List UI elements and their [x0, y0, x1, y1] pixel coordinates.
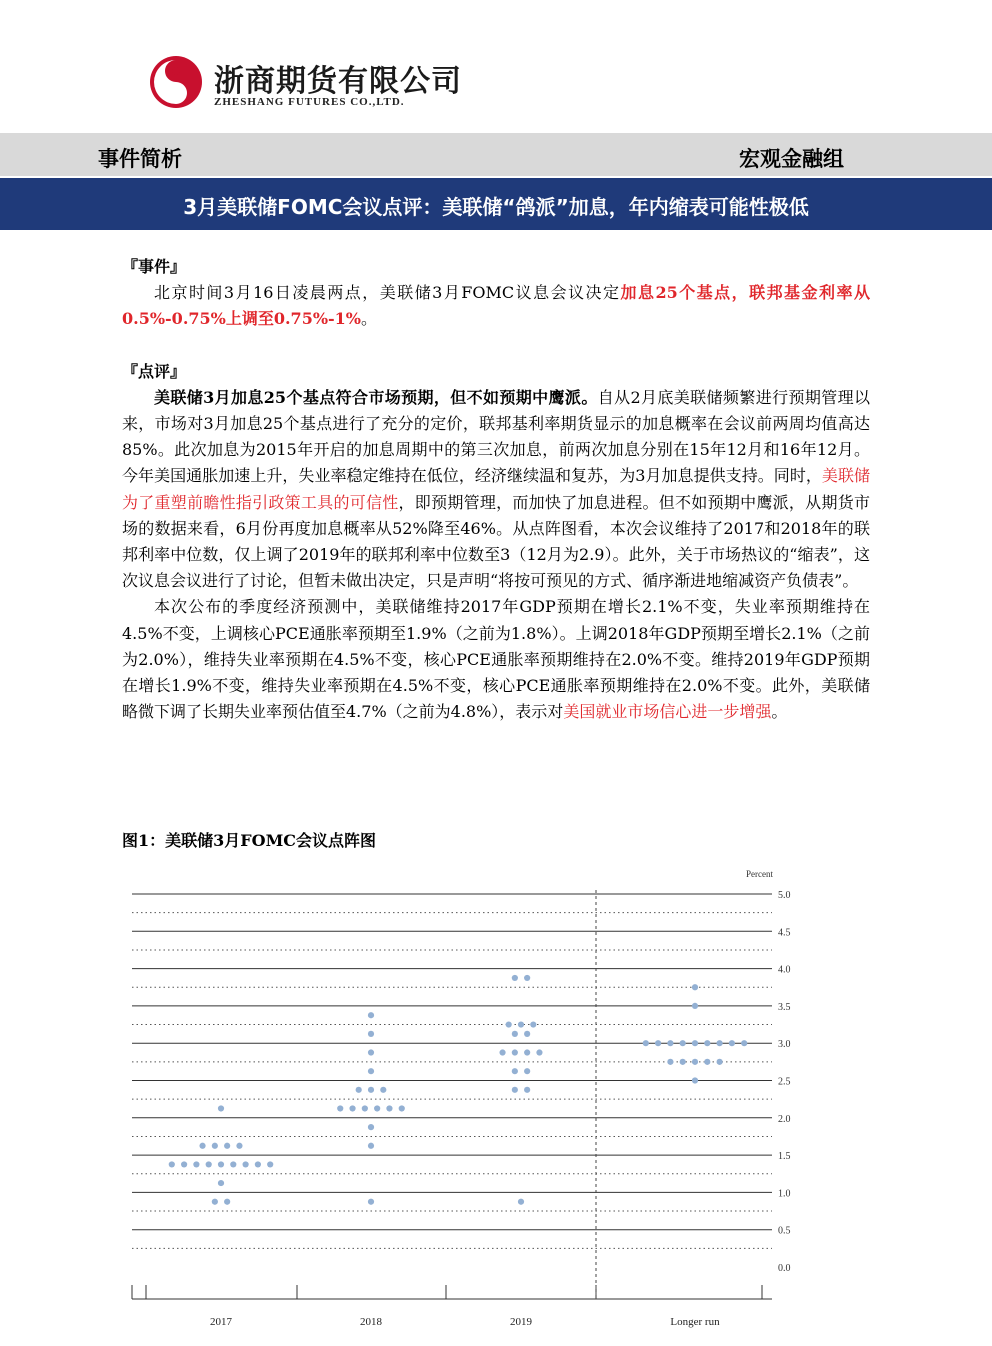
projection-dot: [199, 1143, 205, 1149]
company-logo-icon: [148, 54, 204, 110]
projection-dot: [512, 1087, 518, 1093]
projection-dot: [530, 1021, 536, 1027]
projection-dot: [512, 1049, 518, 1055]
projection-dot: [380, 1087, 386, 1093]
event-heading: 『事件』: [122, 257, 187, 276]
projection-dot: [518, 1199, 524, 1205]
review-paragraph-1: [122, 385, 870, 595]
projection-dot: [368, 1068, 374, 1074]
figure-caption: 图1：美联储3月FOMC会议点阵图: [122, 831, 377, 850]
projection-dot: [524, 1068, 530, 1074]
event-text: 北京时间3月16日凌晨两点，美联储3月FOMC议息会议决定: [154, 283, 621, 303]
projection-dot: [224, 1199, 230, 1205]
review-highlight-1: 美联储为了重塑前瞻性指引政策工具的可信性: [122, 466, 870, 512]
projection-dot: [643, 1040, 649, 1046]
projection-dot: [349, 1105, 355, 1111]
projection-dot: [224, 1143, 230, 1149]
projection-dot: [181, 1161, 187, 1167]
y-tick-label: 4.0: [778, 964, 791, 976]
y-tick-label: 5.0: [778, 890, 791, 901]
review-text-3: 本次公布的季度经济预测中，美联储维持2017年GDP预期在增长2.1%不变，失业率预期维持在4.5%不变，上调核心PCE通胀率预期至1.9%（之前为1.8%）。上调2018年GDP预期至增长2.1%（之前为2.0%），维持失业率预期在4.5%不变，核心PCE通胀率预期维持在2.0%不变。维持2019年GDP预期在增长1.9%不变，维持失业率预期在4.5%不变，核心PCE通胀率预期维持在2.0%不变。此外，美联储略微下调了长期失业率预估值至4.7%（之前为4.8%），表示对: [122, 597, 870, 722]
review-text-2: ，即预期管理，而加快了加息进程。但不如预期中鹰派，从期货市场的数据来看，6月份再度加息概率从52%降至46%。从点阵图看，本次会议维持了2017和2018年的联邦利率中位数，仅上调了2019年的联邦利率中位数至3（12月为2.9）。此外，关于市场热议的“缩表”，这次议息会议进行了讨论，但暂未做出决定，只是声明“将按可预见的方式、循序渐进地缩减资产负债表”。: [122, 492, 870, 591]
projection-dot: [499, 1049, 505, 1055]
projection-dot: [267, 1161, 273, 1167]
projection-dot: [236, 1143, 242, 1149]
projection-dot: [206, 1161, 212, 1167]
projection-dot: [680, 1040, 686, 1046]
projection-dot: [692, 1003, 698, 1009]
department: 宏观金融组: [739, 147, 844, 171]
event-paragraph: [122, 280, 870, 332]
projection-dot: [212, 1199, 218, 1205]
review-lead: 美联储3月加息25个基点符合市场预期，但不如预期中鹰派。: [154, 387, 598, 407]
projection-dot: [524, 975, 530, 981]
projection-dot: [368, 1049, 374, 1055]
projection-dot: [692, 1059, 698, 1065]
company-logo: [148, 48, 462, 118]
projection-dot: [524, 1031, 530, 1037]
projection-dot: [667, 1059, 673, 1065]
review-text-4: 。: [771, 702, 788, 722]
projection-dot: [368, 1031, 374, 1037]
review-highlight-2: 美国就业市场信心进一步增强: [563, 702, 772, 722]
y-tick-label: 1.5: [778, 1151, 791, 1163]
projection-dot: [518, 1021, 524, 1027]
y-tick-label: 2.5: [778, 1076, 791, 1088]
projection-dot: [692, 984, 698, 990]
company-name-cn: 浙商期货有限公司: [214, 64, 462, 99]
projection-dot: [704, 1059, 710, 1065]
review-heading: 『点评』: [122, 361, 187, 381]
report-title: 3月美联储FOMC会议点评：美联储“鸽派”加息，年内缩表可能性极低: [183, 195, 809, 219]
projection-dot: [386, 1105, 392, 1111]
y-axis-label: Percent: [746, 869, 773, 879]
projection-dot: [729, 1040, 735, 1046]
projection-dot: [512, 1068, 518, 1074]
y-tick-label: 4.5: [778, 927, 791, 939]
projection-dot: [655, 1040, 661, 1046]
projection-dot: [524, 1087, 530, 1093]
review-text-1: 自从2月底美联储频繁进行预期管理以来，市场对3月加息25个基点进行了充分的定价，联邦基利率期货显示的加息概率在会议前两周均值高达85%。此次加息为2015年开启的加息周期中的第三次加息，前两次加息分别在15年12月和16年12月。今年美国通胀加速上升，失业率稳定维持在低位，经济继续温和复苏，为3月加息提供支持。同时，: [122, 387, 870, 486]
projection-dot: [368, 1012, 374, 1018]
report-type: 事件简析: [98, 147, 182, 171]
event-highlight: 加息25个基点，联邦基金利率从0.5%-0.75%上调至0.75%-1%: [122, 283, 870, 329]
projection-dot: [667, 1040, 673, 1046]
projection-dot: [536, 1049, 542, 1055]
y-tick-label: 1.0: [778, 1188, 791, 1200]
event-text-end: 。: [361, 309, 378, 329]
projection-dot: [512, 975, 518, 981]
projection-dot: [399, 1105, 405, 1111]
y-tick-label: 0.0: [778, 1263, 791, 1274]
projection-dot: [704, 1040, 710, 1046]
projection-dot: [368, 1124, 374, 1130]
projection-dot: [741, 1040, 747, 1046]
x-category-label: Longer run: [670, 1316, 720, 1328]
projection-dot: [169, 1161, 175, 1167]
projection-dot: [374, 1105, 380, 1111]
y-tick-label: 3.0: [778, 1039, 791, 1051]
y-tick-label: 0.5: [778, 1225, 791, 1237]
projection-dot: [512, 1031, 518, 1037]
x-category-label: 2018: [360, 1316, 382, 1328]
projection-dot: [717, 1059, 723, 1065]
projection-dot: [356, 1087, 362, 1093]
review-paragraph-2: [122, 594, 870, 725]
projection-dot: [692, 1077, 698, 1083]
company-name-en: ZHESHANG FUTURES CO.,LTD.: [214, 96, 405, 108]
projection-dot: [362, 1105, 368, 1111]
x-category-label: 2017: [210, 1316, 232, 1328]
fomc-dot-plot: [120, 864, 820, 1334]
projection-dot: [218, 1161, 224, 1167]
projection-dot: [230, 1161, 236, 1167]
projection-dot: [218, 1105, 224, 1111]
projection-dot: [193, 1161, 199, 1167]
projection-dot: [212, 1143, 218, 1149]
y-tick-label: 3.5: [778, 1001, 791, 1013]
projection-dot: [218, 1180, 224, 1186]
y-tick-label: 2.0: [778, 1113, 791, 1125]
projection-dot: [255, 1161, 261, 1167]
projection-dot: [368, 1143, 374, 1149]
projection-dot: [368, 1199, 374, 1205]
projection-dot: [506, 1021, 512, 1027]
projection-dot: [524, 1049, 530, 1055]
projection-dot: [692, 1040, 698, 1046]
projection-dot: [680, 1059, 686, 1065]
projection-dot: [337, 1105, 343, 1111]
x-category-label: 2019: [510, 1316, 532, 1328]
projection-dot: [243, 1161, 249, 1167]
projection-dot: [717, 1040, 723, 1046]
report-body: [122, 254, 870, 725]
projection-dot: [368, 1087, 374, 1093]
